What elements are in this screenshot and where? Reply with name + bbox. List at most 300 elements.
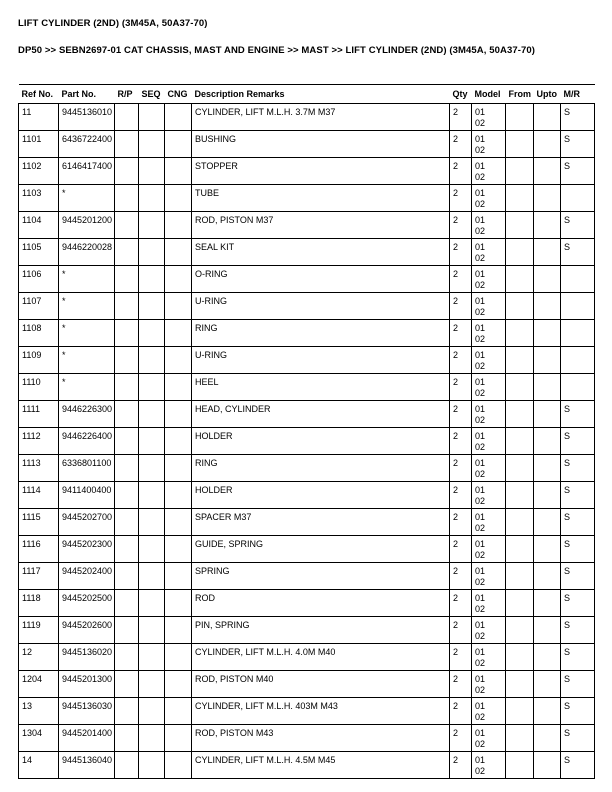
cell-seq [139,590,165,617]
cell-part-no: 9445201300 [59,671,115,698]
cell-seq [139,374,165,401]
cell-seq [139,293,165,320]
cell-from [506,212,534,239]
table-header-row [19,85,595,104]
cell-rp [115,671,139,698]
model-code: 01 [475,377,486,387]
cell-upto [534,401,561,428]
cell-part-no: 9411400400 [59,482,115,509]
column-header-part-no: Part No. [59,85,115,104]
cell-part-no: * [59,293,115,320]
cell-model [472,104,506,131]
cell-upto [534,563,561,590]
model-code: 02 [475,145,486,155]
column-header-qty: Qty [450,85,472,104]
cell-mr: S [561,671,595,698]
cell-description: ROD, PISTON M37 [192,212,450,239]
cell-part-no: 9445202700 [59,509,115,536]
model-code: 02 [475,577,486,587]
breadcrumb: DP50 >> SEBN2697-01 CAT CHASSIS, MAST AND ENGINE >> MAST >> LIFT CYLINDER (2ND) (3M45A, 50A37-70) [18,45,536,56]
cell-description: CYLINDER, LIFT M.L.H. 403M M43 [192,698,450,725]
cell-from [506,428,534,455]
table-row [19,347,595,374]
cell-description: ROD, PISTON M43 [192,725,450,752]
cell-seq [139,644,165,671]
cell-upto [534,698,561,725]
cell-from [506,347,534,374]
cell-model [472,455,506,482]
table-row [19,158,595,185]
table-row [19,428,595,455]
cell-ref-no: 1116 [19,536,59,563]
cell-mr: S [561,563,595,590]
cell-ref-no: 1101 [19,131,59,158]
cell-seq [139,725,165,752]
cell-cng [165,617,192,644]
cell-seq [139,428,165,455]
cell-cng [165,671,192,698]
cell-mr [561,266,595,293]
model-code: 01 [475,539,486,549]
cell-rp [115,347,139,374]
column-header-cng: CNG [165,85,192,104]
cell-from [506,617,534,644]
model-code: 01 [475,188,486,198]
cell-cng [165,536,192,563]
cell-part-no: 9445136030 [59,698,115,725]
cell-model [472,617,506,644]
cell-from [506,563,534,590]
cell-ref-no: 1118 [19,590,59,617]
cell-cng [165,374,192,401]
cell-model [472,644,506,671]
cell-cng [165,428,192,455]
cell-mr: S [561,482,595,509]
cell-mr [561,374,595,401]
cell-model [472,239,506,266]
cell-upto [534,374,561,401]
cell-description: CYLINDER, LIFT M.L.H. 4.5M M45 [192,752,450,779]
model-code: 01 [475,350,486,360]
cell-model [472,725,506,752]
model-code: 02 [475,496,486,506]
cell-rp [115,158,139,185]
cell-part-no: 9445136010 [59,104,115,131]
model-code: 02 [475,307,486,317]
cell-model [472,347,506,374]
model-code: 01 [475,161,486,171]
cell-part-no: 9445202500 [59,590,115,617]
cell-seq [139,131,165,158]
table-row [19,131,595,158]
cell-seq [139,185,165,212]
cell-upto [534,617,561,644]
cell-seq [139,563,165,590]
cell-from [506,671,534,698]
cell-ref-no: 1204 [19,671,59,698]
model-code: 02 [475,469,486,479]
cell-rp [115,563,139,590]
cell-description: CYLINDER, LIFT M.L.H. 3.7M M37 [192,104,450,131]
cell-description: HEAD, CYLINDER [192,401,450,428]
cell-rp [115,104,139,131]
cell-model [472,266,506,293]
model-code: 01 [475,485,486,495]
cell-description: GUIDE, SPRING [192,536,450,563]
table-row [19,590,595,617]
cell-cng [165,590,192,617]
cell-mr [561,347,595,374]
model-code: 02 [475,172,486,182]
model-code: 02 [475,253,486,263]
cell-ref-no: 1110 [19,374,59,401]
table-row [19,725,595,752]
cell-part-no: 6436722400 [59,131,115,158]
cell-ref-no: 14 [19,752,59,779]
page-title: LIFT CYLINDER (2ND) (3M45A, 50A37-70) [18,18,208,29]
cell-qty: 2 [450,455,472,482]
cell-mr: S [561,158,595,185]
cell-rp [115,239,139,266]
model-code: 01 [475,134,486,144]
cell-qty: 2 [450,590,472,617]
cell-description: STOPPER [192,158,450,185]
cell-cng [165,725,192,752]
cell-from [506,239,534,266]
cell-part-no: * [59,185,115,212]
cell-model [472,185,506,212]
cell-qty: 2 [450,239,472,266]
model-code: 02 [475,226,486,236]
column-header-ref-no: Ref No. [19,85,59,104]
cell-from [506,698,534,725]
cell-cng [165,401,192,428]
cell-rp [115,401,139,428]
cell-ref-no: 12 [19,644,59,671]
cell-model [472,752,506,779]
model-code: 01 [475,107,486,117]
column-header-upto: Upto [534,85,561,104]
model-code: 02 [475,658,486,668]
cell-ref-no: 1117 [19,563,59,590]
model-code: 01 [475,593,486,603]
cell-model [472,482,506,509]
cell-from [506,374,534,401]
column-header-mr: M/R [561,85,595,104]
cell-description: HOLDER [192,428,450,455]
cell-upto [534,266,561,293]
cell-from [506,293,534,320]
cell-from [506,320,534,347]
cell-qty: 2 [450,509,472,536]
cell-cng [165,212,192,239]
cell-part-no: 9446226400 [59,428,115,455]
cell-cng [165,509,192,536]
cell-seq [139,266,165,293]
cell-description: RING [192,455,450,482]
cell-from [506,590,534,617]
cell-ref-no: 1103 [19,185,59,212]
cell-model [472,536,506,563]
model-code: 01 [475,323,486,333]
cell-seq [139,320,165,347]
cell-rp [115,698,139,725]
cell-cng [165,644,192,671]
cell-part-no: * [59,320,115,347]
cell-mr: S [561,428,595,455]
cell-cng [165,185,192,212]
cell-qty: 2 [450,644,472,671]
cell-model [472,401,506,428]
cell-part-no: 9445201200 [59,212,115,239]
model-code: 01 [475,404,486,414]
table-row [19,320,595,347]
cell-seq [139,671,165,698]
table-row [19,266,595,293]
cell-qty: 2 [450,374,472,401]
cell-seq [139,752,165,779]
table-row [19,671,595,698]
cell-rp [115,590,139,617]
table-row [19,644,595,671]
cell-rp [115,536,139,563]
cell-seq [139,104,165,131]
cell-ref-no: 1108 [19,320,59,347]
cell-upto [534,509,561,536]
cell-upto [534,158,561,185]
table-row [19,536,595,563]
cell-description: U-RING [192,347,450,374]
cell-ref-no: 1106 [19,266,59,293]
cell-rp [115,428,139,455]
model-code: 02 [475,523,486,533]
cell-mr: S [561,239,595,266]
cell-ref-no: 1102 [19,158,59,185]
table-row [19,293,595,320]
cell-model [472,563,506,590]
cell-cng [165,320,192,347]
model-code: 02 [475,361,486,371]
cell-model [472,374,506,401]
cell-qty: 2 [450,266,472,293]
cell-qty: 2 [450,536,472,563]
model-code: 02 [475,334,486,344]
cell-qty: 2 [450,563,472,590]
cell-qty: 2 [450,320,472,347]
cell-from [506,131,534,158]
cell-seq [139,509,165,536]
cell-ref-no: 1112 [19,428,59,455]
cell-rp [115,752,139,779]
cell-from [506,104,534,131]
cell-rp [115,617,139,644]
model-code: 02 [475,388,486,398]
cell-part-no: * [59,266,115,293]
cell-qty: 2 [450,293,472,320]
cell-mr: S [561,401,595,428]
cell-qty: 2 [450,617,472,644]
table-row [19,374,595,401]
cell-upto [534,590,561,617]
cell-part-no: 9445201400 [59,725,115,752]
model-code: 02 [475,550,486,560]
cell-qty: 2 [450,104,472,131]
cell-qty: 2 [450,725,472,752]
cell-ref-no: 1304 [19,725,59,752]
model-code: 02 [475,415,486,425]
model-code: 01 [475,269,486,279]
cell-description: BUSHING [192,131,450,158]
cell-part-no: * [59,347,115,374]
model-code: 01 [475,701,486,711]
cell-upto [534,482,561,509]
cell-cng [165,752,192,779]
model-code: 01 [475,512,486,522]
cell-ref-no: 1119 [19,617,59,644]
cell-from [506,158,534,185]
model-code: 01 [475,728,486,738]
cell-upto [534,239,561,266]
cell-mr: S [561,644,595,671]
cell-rp [115,455,139,482]
cell-seq [139,158,165,185]
cell-rp [115,725,139,752]
cell-rp [115,509,139,536]
parts-table [18,84,595,779]
cell-mr: S [561,104,595,131]
cell-ref-no: 1104 [19,212,59,239]
table-row [19,455,595,482]
cell-from [506,185,534,212]
cell-description: SEAL KIT [192,239,450,266]
table-row [19,698,595,725]
cell-upto [534,428,561,455]
cell-upto [534,131,561,158]
cell-mr: S [561,590,595,617]
cell-part-no: 9445136040 [59,752,115,779]
column-header-description: Description Remarks [192,85,450,104]
cell-mr: S [561,536,595,563]
cell-model [472,698,506,725]
table-row [19,104,595,131]
cell-part-no: * [59,374,115,401]
cell-rp [115,320,139,347]
cell-part-no: 9445202600 [59,617,115,644]
model-code: 02 [475,118,486,128]
cell-rp [115,266,139,293]
cell-model [472,671,506,698]
model-code: 01 [475,620,486,630]
cell-model [472,158,506,185]
model-code: 02 [475,712,486,722]
cell-part-no: 9445202300 [59,536,115,563]
cell-rp [115,185,139,212]
cell-model [472,212,506,239]
cell-from [506,644,534,671]
table-row [19,563,595,590]
cell-mr: S [561,698,595,725]
cell-upto [534,212,561,239]
cell-from [506,752,534,779]
cell-model [472,428,506,455]
cell-from [506,509,534,536]
cell-model [472,320,506,347]
cell-from [506,401,534,428]
table-row [19,212,595,239]
table-row [19,752,595,779]
cell-qty: 2 [450,185,472,212]
table-row [19,401,595,428]
cell-cng [165,293,192,320]
cell-qty: 2 [450,428,472,455]
cell-rp [115,212,139,239]
cell-rp [115,131,139,158]
cell-description: CYLINDER, LIFT M.L.H. 4.0M M40 [192,644,450,671]
model-code: 02 [475,280,486,290]
cell-upto [534,104,561,131]
cell-seq [139,482,165,509]
cell-from [506,266,534,293]
cell-from [506,725,534,752]
cell-seq [139,698,165,725]
model-code: 01 [475,755,486,765]
cell-part-no: 9445136020 [59,644,115,671]
cell-part-no: 6146417400 [59,158,115,185]
cell-cng [165,482,192,509]
cell-qty: 2 [450,698,472,725]
cell-rp [115,374,139,401]
cell-upto [534,536,561,563]
column-header-from: From [506,85,534,104]
cell-description: SPRING [192,563,450,590]
model-code: 01 [475,458,486,468]
cell-mr: S [561,725,595,752]
cell-rp [115,293,139,320]
model-code: 01 [475,674,486,684]
cell-mr [561,293,595,320]
cell-model [472,293,506,320]
model-code: 01 [475,431,486,441]
cell-cng [165,266,192,293]
cell-description: ROD [192,590,450,617]
cell-mr: S [561,131,595,158]
column-header-seq: SEQ [139,85,165,104]
cell-mr [561,320,595,347]
cell-part-no: 9446220028 [59,239,115,266]
cell-description: RING [192,320,450,347]
cell-description: U-RING [192,293,450,320]
cell-qty: 2 [450,158,472,185]
model-code: 02 [475,766,486,776]
cell-description: HOLDER [192,482,450,509]
cell-description: TUBE [192,185,450,212]
cell-mr: S [561,212,595,239]
cell-ref-no: 1115 [19,509,59,536]
cell-cng [165,158,192,185]
model-code: 01 [475,296,486,306]
cell-cng [165,698,192,725]
cell-upto [534,185,561,212]
cell-model [472,590,506,617]
cell-part-no: 9446226300 [59,401,115,428]
cell-ref-no: 1109 [19,347,59,374]
cell-mr: S [561,455,595,482]
model-code: 02 [475,604,486,614]
cell-ref-no: 1114 [19,482,59,509]
cell-qty: 2 [450,212,472,239]
cell-cng [165,455,192,482]
cell-upto [534,671,561,698]
